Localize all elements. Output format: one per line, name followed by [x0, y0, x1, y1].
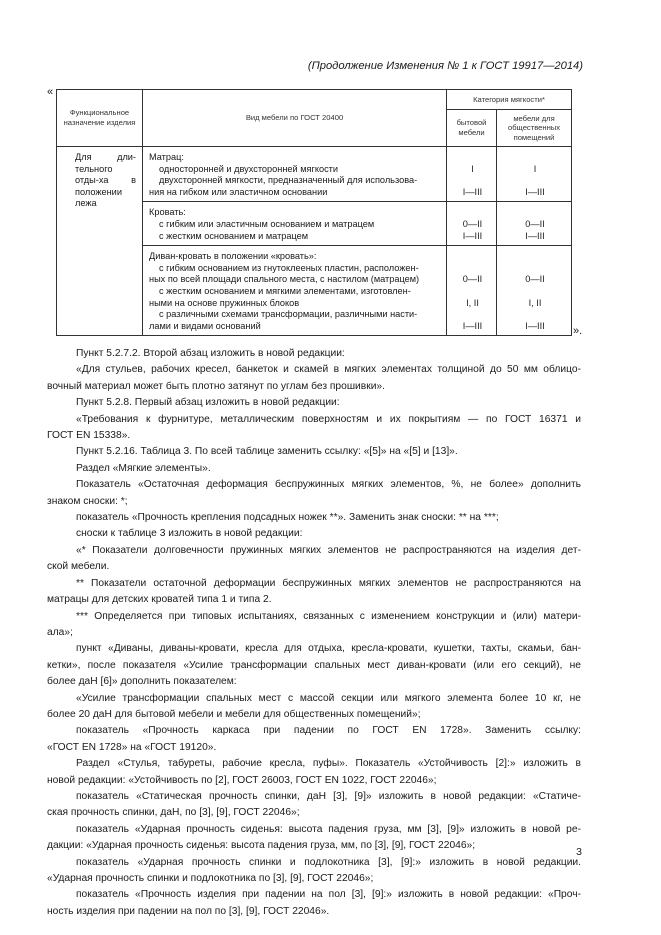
- header-category: Категория мягкости*: [447, 90, 572, 110]
- paragraph-5-2-8: Пункт 5.2.8. Первый абзац изложить в новой редакции:: [76, 397, 340, 409]
- table-line: ных по всей площади спального места, с настилом (матрацем): [149, 274, 420, 285]
- public-category-cell: [497, 246, 572, 336]
- paragraph-text: ность изделия при падении на пол по [3], [9], ГОСТ 22046».: [47, 905, 330, 917]
- opening-quote: «: [47, 86, 54, 98]
- table-line: Кровать:: [149, 207, 186, 218]
- furniture-type-cell: [143, 202, 447, 246]
- table-line: лами и видами оснований: [149, 320, 261, 331]
- category-value: [453, 152, 492, 164]
- paragraph-text: «Для стульев, рабочих кресел, банкеток и скамей в мягких элементах толщиной до 50 мм облицо-: [76, 364, 581, 376]
- paragraph-text: ГОСТ EN 15338».: [47, 430, 131, 442]
- paragraph-text: новой редакции: «Устойчивость по [2], ГОСТ 26003, ГОСТ EN 1022, ГОСТ 22046»;: [47, 774, 437, 786]
- category-value: I—III: [525, 230, 545, 241]
- category-value: I, II: [466, 297, 479, 308]
- category-value: [503, 251, 567, 263]
- paragraph-text: вочный материал может быть плотно затянут по углам без прошивки».: [47, 380, 385, 392]
- category-value: I: [533, 163, 537, 174]
- header-furniture-type: Вид мебели по ГОСТ 20400: [143, 90, 447, 147]
- header-public: мебели для общественных помещений: [497, 110, 572, 147]
- category-value: 0—II: [462, 218, 483, 229]
- public-category-cell: [497, 202, 572, 246]
- category-value: [453, 309, 492, 321]
- paragraph-text: «Ударная прочность спинки и подлокотника по [3], [9], ГОСТ 22046»;: [47, 873, 374, 884]
- paragraph-text: более даН [6]» дополнить показателем:: [47, 676, 237, 688]
- category-value: I—III: [462, 186, 483, 197]
- paragraph-text: «ГОСТ EN 1728» на «ГОСТ 19120».: [47, 741, 217, 753]
- paragraph-text: показатель «Прочность изделия при падении на пол [3], [9]:» изложить в новой редакции: «Проч-: [76, 889, 581, 901]
- paragraph-text: «Усилие трансформации спальных мест с массой секции или мягкого элемента более 10 кг, не: [76, 692, 581, 704]
- paragraph-text: знаком сноски: *;: [47, 495, 128, 507]
- household-category-cell: [447, 147, 497, 202]
- paragraph-text: показатель «Прочность каркаса при падении по ГОСТ EN 1728». Заменить ссылку:: [76, 725, 581, 737]
- table-line: двухсторонней мягкости, предназначенный для использова-: [159, 175, 418, 186]
- category-value: 0—II: [462, 274, 483, 285]
- paragraph-section: Раздел «Мягкие элементы».: [76, 462, 211, 474]
- category-value: I—III: [525, 186, 545, 197]
- footnote-text: ала»;: [47, 626, 73, 638]
- table-row: [57, 147, 572, 202]
- household-category-cell: [447, 246, 497, 336]
- table-line: с жестким основанием и матрацем: [159, 230, 309, 241]
- category-value: I—III: [462, 230, 483, 241]
- paragraph-5-2-7-2: Пункт 5.2.7.2. Второй абзац изложить в новой редакции:: [76, 348, 345, 359]
- table-line: с различными схемами трансформации, различными насти-: [159, 309, 418, 320]
- paragraph-text: Раздел «Стулья, табуреты, рабочие кресла, пуфы». Показатель «Устойчивость [2]:» изложить в: [76, 758, 581, 770]
- category-value: [453, 207, 492, 219]
- category-value: I—III: [525, 320, 545, 331]
- category-value: [503, 286, 567, 298]
- paragraph-text: более 20 даН для бытовой мебели и мебели для общественных помещений»;: [47, 708, 421, 720]
- category-value: [453, 263, 492, 275]
- footnote-text: *** Определяется при типовых испытаниях, связанных с изменением конструкции и (или) матери-: [76, 610, 581, 622]
- category-value: I: [471, 163, 474, 174]
- category-value: [453, 175, 492, 187]
- household-category-cell: [447, 202, 497, 246]
- category-value: 0—II: [525, 274, 545, 285]
- category-value: [503, 207, 567, 219]
- paragraph-text: ская прочность спинки, даН, по [3], [9], ГОСТ 22046»;: [47, 807, 300, 819]
- category-value: I—III: [462, 320, 483, 331]
- furniture-type-cell: [143, 246, 447, 336]
- category-value: [453, 286, 492, 298]
- paragraph-text: кетки», после показателя «Усилие трансформации спальных мест диван-кровати (или его секций), не: [47, 659, 581, 671]
- softness-table: [56, 89, 572, 336]
- paragraph-text: пункт «Диваны, диваны-кровати, кресла для отдыха, кресла-кровати, кушетки, тахты, скамьи, бан-: [76, 643, 581, 655]
- paragraph-text: показатель «Ударная прочность сиденья: высота падения груза, мм [3], [9]» изложить в новой ре-: [76, 823, 581, 835]
- function-cell: Для дли-тельного отды-ха в положении лежа: [57, 147, 143, 336]
- category-value: [503, 175, 567, 187]
- table-line: односторонней и двухсторонней мягкости: [159, 163, 339, 174]
- furniture-type-cell: [143, 147, 447, 202]
- paragraph-text: показатель «Статическая прочность спинки, даН [3], [9]» изложить в новой редакции: «Статиче-: [76, 790, 581, 802]
- category-value: I, II: [528, 297, 542, 308]
- table-line: Матрац:: [149, 152, 184, 162]
- footnote-text: ** Показатели остаточной деформации беспружинных мягких элементов не распространяются на: [76, 577, 581, 589]
- category-value: [453, 251, 492, 263]
- footnote-text: ской мебели.: [47, 561, 110, 573]
- paragraph-text: дакции: «Ударная прочность сиденья: высота падения груза, мм, по [3], [9], ГОСТ 22046»;: [47, 840, 476, 852]
- footnote-text: матрацы для детских кроватей типа 1 и типа 2.: [47, 594, 272, 606]
- document-body: [47, 346, 581, 920]
- category-value: [503, 152, 567, 164]
- paragraph-text: «Требования к фурнитуре, металлическим поверхностям и их покрытиям — по ГОСТ 16371 и: [76, 413, 581, 425]
- page-number: 3: [576, 846, 582, 858]
- public-category-cell: [497, 147, 572, 202]
- table-line: с жестким основанием и мягкими элементами, изготовлен-: [159, 285, 411, 296]
- paragraph-text: показатель «Прочность крепления подсадных ножек **». Заменить знак сноски: ** на ***;: [76, 512, 499, 524]
- table-line: с гибким или эластичным основанием и матрацем: [159, 218, 375, 229]
- paragraph-text: показатель «Ударная прочность спинки и подлокотника [3], [9]:» изложить в новой редакции.: [76, 856, 581, 868]
- table-line: Диван-кровать в положении «кровать»:: [149, 251, 317, 262]
- table-line: ния на гибком или эластичном основании: [149, 186, 328, 197]
- closing-quote: ».: [573, 325, 583, 337]
- header-household: бытовой мебели: [447, 110, 497, 147]
- footnote-text: «* Показатели долговечности пружинных мягких элементов не распространяются на изделия дет-: [76, 544, 581, 556]
- category-value: [503, 263, 567, 275]
- table-line: ными на основе пружинных блоков: [149, 297, 300, 308]
- paragraph-text: Показатель «Остаточная деформация беспружинных мягких элементов, %, не более» дополнить: [76, 479, 581, 491]
- category-value: [503, 309, 567, 321]
- category-value: 0—II: [525, 218, 545, 229]
- running-header: (Продолжение Изменения № 1 к ГОСТ 19917—2014): [307, 60, 583, 72]
- paragraph-text: сноски к таблице 3 изложить в новой редакции:: [76, 528, 303, 540]
- paragraph-5-2-16: Пункт 5.2.16. Таблица 3. По всей таблице заменить ссылку: «[5]» на «[5] и [13]».: [76, 446, 458, 458]
- table-line: с гибким основанием из гнутоклееных пластин, расположен-: [159, 262, 419, 273]
- header-function: Функциональное назначение изделия: [57, 90, 143, 147]
